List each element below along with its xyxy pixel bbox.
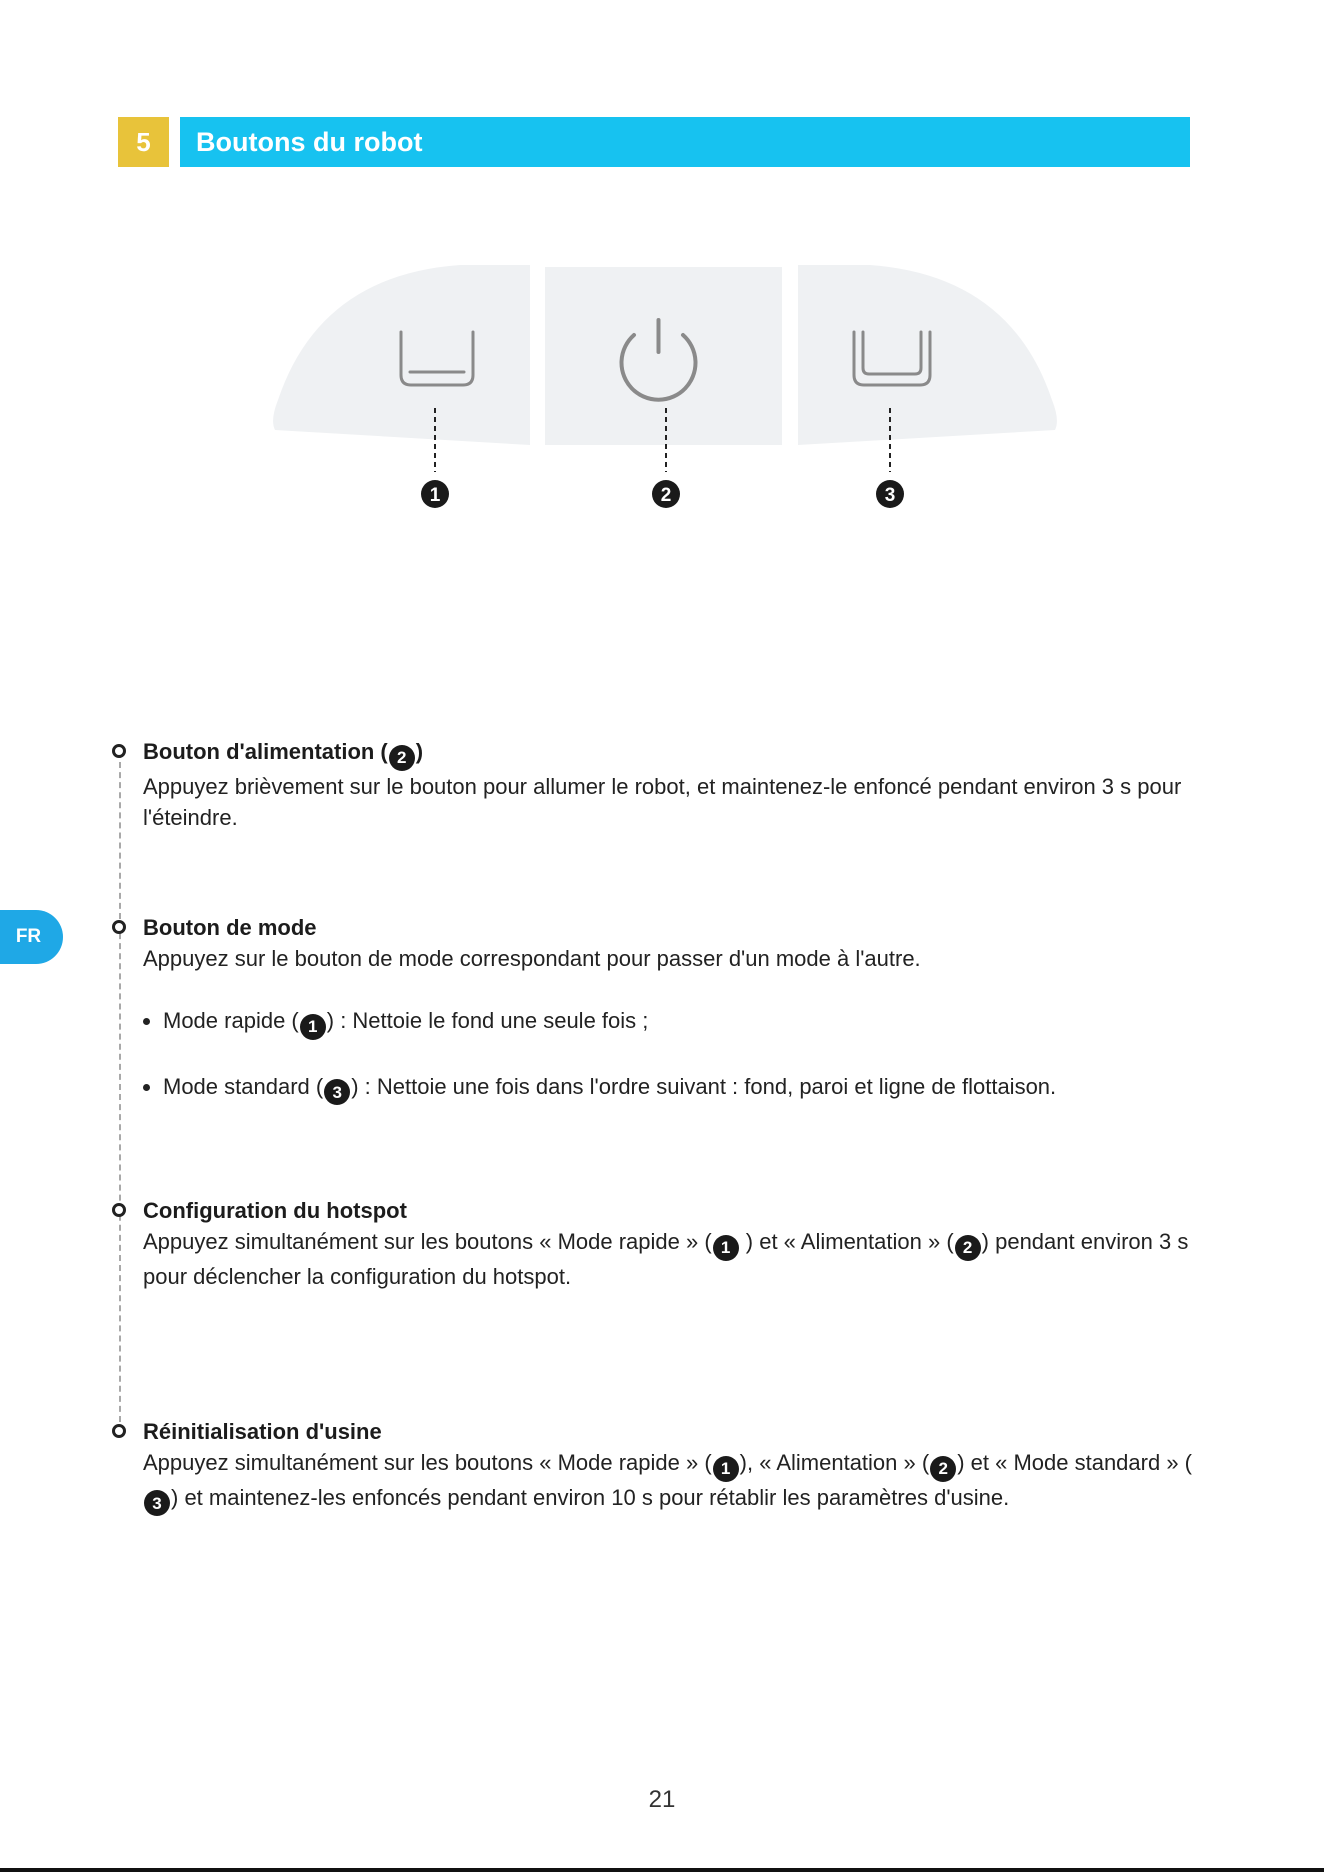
number-badge: 1 — [300, 1014, 326, 1040]
callout-3 — [876, 480, 904, 508]
timeline-dot — [112, 920, 126, 934]
section-heading: Réinitialisation d'usine — [143, 1419, 382, 1444]
section-text: Appuyez simultanément sur les boutons « Mode rapide » ( 1 ), « Alimentation » ( 2 ) et « Mode standard » (3 ) et maintenez-les enfoncés pendant environ 10 s pour rétablir les paramètres d'usine. — [143, 1447, 1193, 1516]
right-button-panel — [798, 265, 1057, 445]
section-text: Appuyez simultanément sur les boutons « Mode rapide » ( 1 ) et « Alimentation » ( 2 ) pendant environ 3 s pour déclencher la configuration du hotspot. — [143, 1229, 1189, 1289]
center-button-panel — [545, 267, 782, 445]
number-badge: 3 — [324, 1079, 350, 1105]
language-tab: FR — [0, 910, 63, 964]
section-power-button — [143, 737, 1193, 833]
bottom-rule — [0, 1868, 1324, 1872]
number-badge: 1 — [713, 1456, 739, 1482]
timeline-dot — [112, 744, 126, 758]
robot-buttons-diagram — [260, 250, 1080, 520]
svg-text:2: 2 — [660, 485, 672, 506]
section-text: Appuyez sur le bouton de mode correspondant pour passer d'un mode à l'autre. — [143, 946, 921, 971]
bullet-standard-mode: Mode standard ( 3 ) : Nettoie une fois dans l'ordre suivant : fond, paroi et ligne de flottaison. — [143, 1071, 1193, 1106]
timeline-dot — [112, 1203, 126, 1217]
number-badge: 3 — [144, 1490, 170, 1516]
number-badge: 2 — [955, 1235, 981, 1261]
svg-text:3: 3 — [884, 485, 896, 506]
section-text: Appuyez brièvement sur le bouton pour allumer le robot, et maintenez-le enfoncé pendant environ 3 s pour l'éteindre. — [143, 774, 1182, 830]
section-heading: Bouton d'alimentation ( 2 ) — [143, 737, 1193, 771]
number-badge: 2 — [930, 1456, 956, 1482]
section-timeline — [119, 752, 121, 1432]
callout-2 — [652, 480, 680, 508]
section-factory-reset — [143, 1417, 1193, 1516]
section-title: Boutons du robot — [180, 117, 1190, 167]
section-heading: Configuration du hotspot — [143, 1198, 407, 1223]
number-badge: 1 — [713, 1235, 739, 1261]
page-number: 21 — [648, 1786, 676, 1813]
section-mode-button — [143, 913, 1193, 1105]
section-hotspot — [143, 1196, 1193, 1292]
section-heading: Bouton de mode — [143, 915, 317, 940]
svg-text:1: 1 — [429, 485, 441, 506]
callout-1 — [421, 480, 449, 508]
bullet-quick-mode: Mode rapide ( 1 ) : Nettoie le fond une seule fois ; — [143, 1005, 1193, 1040]
section-number: 5 — [118, 117, 169, 167]
number-badge: 2 — [389, 745, 415, 771]
timeline-dot — [112, 1424, 126, 1438]
